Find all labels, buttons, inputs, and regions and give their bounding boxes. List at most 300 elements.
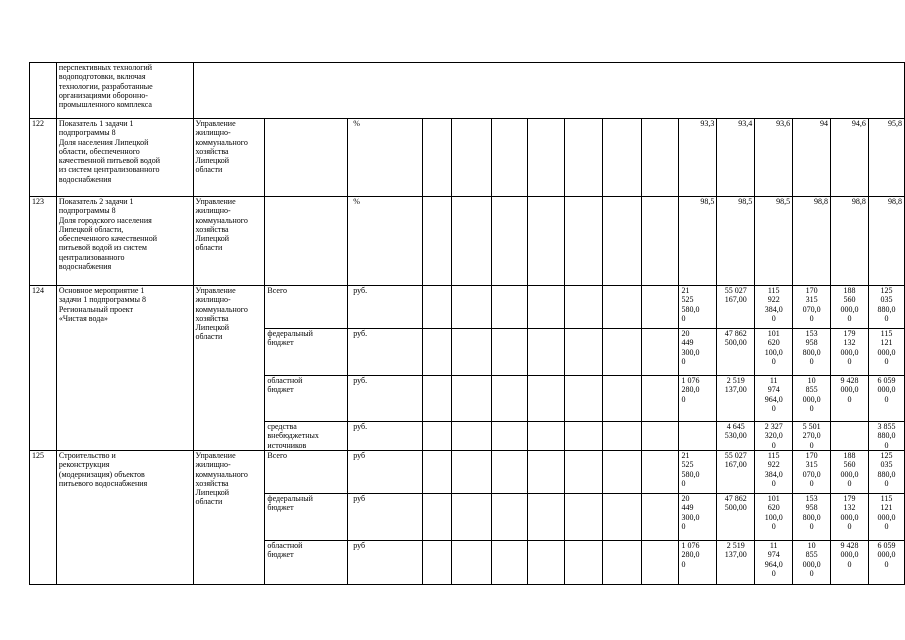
text-line: 137,00	[724, 550, 747, 560]
text-line: коммунального	[195, 137, 248, 147]
text-line: Строительство и	[58, 451, 116, 460]
value-cell: 93,6	[755, 119, 793, 197]
text-line: 000,0	[840, 550, 859, 560]
text-line: 620	[767, 503, 780, 513]
empty-cell	[491, 422, 528, 451]
text-line: 320,0	[764, 431, 783, 441]
text-line: 55 027	[724, 286, 747, 295]
source-cell	[265, 541, 348, 585]
empty-cell	[491, 197, 528, 286]
empty-cell	[641, 119, 679, 197]
value-cell	[717, 422, 755, 451]
text-line: 125	[880, 286, 893, 295]
text-line: коммунального	[195, 215, 248, 225]
empty-cell	[641, 494, 679, 541]
value-cell	[679, 422, 717, 451]
text-line: 0	[809, 478, 814, 488]
text-line: 964,0	[764, 559, 783, 569]
text-line: 9 428	[840, 376, 859, 385]
text-line: 560	[843, 295, 856, 305]
empty-cell	[491, 451, 528, 494]
text-line: 11	[769, 376, 778, 385]
text-line: 280,0	[681, 550, 700, 560]
empty-cell	[422, 494, 451, 541]
value-cell	[793, 376, 831, 422]
text-line: областной	[267, 376, 303, 385]
empty-cell	[565, 451, 603, 494]
text-line: задачи 1 подпрограммы 8	[58, 295, 146, 305]
value-cell	[755, 451, 793, 494]
empty-cell	[422, 119, 451, 197]
text-line: 0	[771, 478, 776, 488]
empty-cell	[491, 329, 528, 376]
value-cell	[793, 286, 831, 329]
text-line: 132	[843, 338, 856, 348]
empty-cell	[565, 197, 603, 286]
text-line: 0	[884, 394, 889, 404]
value-cell: 93,3	[679, 119, 717, 197]
source-cell	[265, 451, 348, 494]
text-line: 0	[809, 521, 814, 531]
text-line: 0	[681, 313, 686, 323]
empty-cell	[528, 376, 565, 422]
text-line: Показатель 2 задачи 1	[58, 197, 134, 206]
value-cell	[868, 541, 904, 585]
empty-cell	[422, 329, 451, 376]
table-row	[30, 197, 905, 286]
text-line: 0	[847, 394, 852, 404]
name-text	[59, 63, 191, 109]
empty-cell	[528, 197, 565, 286]
text-line: 035	[880, 460, 893, 470]
text-line: 170	[805, 451, 818, 460]
value-cell	[868, 286, 904, 329]
text-line: области	[195, 165, 223, 175]
table-body	[30, 63, 905, 585]
value-cell: 98,8	[793, 197, 831, 286]
text-line: Липецкой	[195, 488, 230, 498]
text-line: 115	[767, 286, 780, 295]
table-row	[30, 286, 905, 329]
table-row	[30, 451, 905, 494]
text-line: 115	[880, 494, 893, 503]
text-line: перспективных технологий	[58, 63, 153, 72]
text-line: 000,0	[802, 559, 821, 569]
value-cell	[831, 451, 869, 494]
text-line: 55 027	[724, 451, 747, 460]
text-line: Управление	[195, 197, 236, 206]
executor-cell	[193, 119, 265, 197]
text-line: 525	[681, 295, 694, 305]
text-line: 525	[681, 460, 694, 470]
text-line: области	[195, 243, 223, 253]
value-cell	[793, 329, 831, 376]
empty-cell	[528, 329, 565, 376]
text-line: 880,0	[877, 469, 896, 479]
value-cell	[793, 422, 831, 451]
text-line: 280,0	[681, 385, 700, 395]
unit-cell: %	[348, 119, 423, 197]
text-line: Управление	[195, 119, 236, 128]
text-line: 000,0	[840, 347, 859, 357]
source-cell	[265, 197, 348, 286]
name-cell	[56, 119, 193, 197]
text-line: 000,0	[840, 304, 859, 314]
text-line: области	[195, 497, 223, 507]
source-cell	[265, 422, 348, 451]
name-cell	[56, 286, 193, 451]
source-cell	[265, 119, 348, 197]
text-line: 10	[807, 541, 816, 550]
text-line: 000,0	[877, 347, 896, 357]
empty-cell	[422, 422, 451, 451]
text-line: внебюджетных	[267, 431, 319, 441]
empty-cell	[528, 286, 565, 329]
text-line: 0	[884, 559, 889, 569]
text-line: 0	[771, 521, 776, 531]
empty-cell	[528, 494, 565, 541]
text-line: централизованного	[58, 252, 125, 262]
name-cell	[56, 451, 193, 585]
text-line: 1 076	[681, 376, 700, 385]
text-line: 0	[809, 403, 814, 413]
text-line: 449	[681, 503, 694, 513]
text-line: Липецкой	[195, 323, 230, 333]
text-line: 137,00	[724, 385, 747, 395]
text-line: коммунального	[195, 469, 248, 479]
name-cell	[56, 197, 193, 286]
name-cell	[56, 63, 193, 119]
text-line: 20	[681, 494, 690, 503]
text-line: 384,0	[764, 469, 783, 479]
row-number-cell	[30, 63, 57, 119]
value-cell	[831, 286, 869, 329]
text-line: 0	[809, 313, 814, 323]
empty-cell	[602, 119, 641, 197]
value-cell: 98,8	[868, 197, 904, 286]
text-line: федеральный	[267, 329, 313, 338]
text-line: 0	[884, 440, 889, 450]
text-line: бюджет	[267, 550, 294, 560]
text-line: 974	[767, 550, 780, 560]
text-line: 170	[805, 286, 818, 295]
value-cell	[717, 376, 755, 422]
text-line: 0	[771, 568, 776, 578]
value-cell	[868, 376, 904, 422]
text-line: 800,0	[802, 512, 821, 522]
text-line: 0	[847, 478, 852, 488]
text-line: 000,0	[840, 512, 859, 522]
text-line: 384,0	[764, 304, 783, 314]
text-line: 121	[880, 338, 893, 348]
empty-cell	[641, 451, 679, 494]
text-line: 270,0	[802, 431, 821, 441]
empty-cell	[602, 494, 641, 541]
text-line: 121	[880, 503, 893, 513]
text-line: питьевого водоснабжения	[58, 478, 148, 488]
text-line: источников	[267, 440, 307, 450]
text-line: 0	[681, 521, 686, 531]
empty-cell	[491, 494, 528, 541]
text-line: качественной питьевой водой	[58, 156, 160, 166]
text-line: хозяйства	[195, 146, 229, 156]
text-line: 0	[809, 356, 814, 366]
text-line: реконструкция	[58, 460, 110, 470]
row-number-cell: 122	[30, 119, 57, 197]
unit-cell: руб	[348, 451, 423, 494]
empty-cell	[565, 541, 603, 585]
text-line: 958	[805, 503, 818, 513]
row-number-cell: 123	[30, 197, 57, 286]
source-cell	[265, 286, 348, 329]
text-line: 000,0	[877, 385, 896, 395]
text-line: водоснабжения	[58, 262, 112, 272]
empty-cell	[602, 376, 641, 422]
text-line: 855	[805, 550, 818, 560]
text-line: 188	[843, 286, 856, 295]
text-line: Показатель 1 задачи 1	[58, 119, 134, 128]
source-cell	[265, 376, 348, 422]
text-line: 153	[805, 329, 818, 338]
text-line: 000,0	[877, 550, 896, 560]
empty-cell	[641, 376, 679, 422]
text-line: 1 076	[681, 541, 700, 550]
text-line: Липецкой области,	[58, 224, 124, 234]
text-line: 580,0	[681, 304, 700, 314]
value-cell	[793, 494, 831, 541]
text-line: из систем централизованного	[58, 165, 160, 175]
text-line: 179	[843, 494, 856, 503]
text-line: 2 327	[764, 422, 783, 431]
empty-cell	[565, 119, 603, 197]
value-cell	[679, 286, 717, 329]
text-line: 000,0	[877, 512, 896, 522]
text-line: 500,00	[724, 338, 747, 348]
unit-cell: руб	[348, 541, 423, 585]
unit-cell: руб.	[348, 376, 423, 422]
text-line: 922	[767, 295, 780, 305]
text-line: 855	[805, 385, 818, 395]
empty-cell	[602, 286, 641, 329]
text-line: 115	[767, 451, 780, 460]
text-line: Управление	[195, 451, 236, 460]
text-line: жилищно-	[195, 460, 231, 470]
value-cell	[831, 329, 869, 376]
text-line: 315	[805, 460, 818, 470]
value-cell	[679, 541, 717, 585]
text-line: технологии, разработанные	[58, 81, 153, 91]
text-line: 0	[847, 356, 852, 366]
value-cell	[679, 329, 717, 376]
text-line: 167,00	[724, 460, 747, 470]
empty-cell	[565, 286, 603, 329]
empty-cell	[422, 541, 451, 585]
text-line: 000,0	[840, 469, 859, 479]
empty-cell	[641, 197, 679, 286]
row-number-cell: 125	[30, 451, 57, 585]
value-cell	[868, 422, 904, 451]
value-cell: 93,4	[717, 119, 755, 197]
empty-cell	[641, 541, 679, 585]
empty-cell	[451, 286, 491, 329]
text-line: подпрограммы 8	[58, 128, 116, 138]
text-line: 10	[807, 376, 816, 385]
value-cell	[831, 422, 869, 451]
text-line: Липецкой	[195, 156, 230, 166]
text-line: бюджет	[267, 338, 294, 348]
text-line: 0	[809, 568, 814, 578]
unit-cell: руб.	[348, 422, 423, 451]
text-line: 0	[847, 313, 852, 323]
empty-cell	[422, 286, 451, 329]
unit-cell: руб.	[348, 329, 423, 376]
text-line: жилищно-	[195, 128, 231, 138]
text-line: 000,0	[840, 385, 859, 395]
text-line: 800,0	[802, 347, 821, 357]
text-line: бюджет	[267, 503, 294, 513]
text-line: бюджет	[267, 385, 294, 395]
row-number-cell: 124	[30, 286, 57, 451]
text-line: 0	[771, 403, 776, 413]
text-line: 2 519	[726, 376, 745, 385]
text-line: 100,0	[764, 347, 783, 357]
text-line: «Чистая вода»	[58, 313, 108, 323]
value-cell	[755, 286, 793, 329]
text-line: 21	[681, 286, 690, 295]
empty-cell	[422, 376, 451, 422]
text-line: подпрограммы 8	[58, 206, 116, 216]
program-table	[29, 62, 905, 585]
text-line: 47 862	[724, 329, 747, 338]
text-line: 0	[681, 559, 686, 569]
value-cell	[755, 422, 793, 451]
executor-cell	[193, 286, 265, 451]
text-line: Доля городского населения	[58, 215, 152, 225]
empty-cell	[565, 376, 603, 422]
text-line: питьевой водой из систем	[58, 243, 147, 253]
executor-cell	[193, 451, 265, 585]
empty-cell	[422, 197, 451, 286]
empty-cell	[451, 494, 491, 541]
value-cell	[755, 541, 793, 585]
text-line: жилищно-	[195, 295, 231, 305]
text-line: 100,0	[764, 512, 783, 522]
value-cell	[717, 329, 755, 376]
text-line: промышленного комплекса	[58, 100, 152, 110]
text-line: 500,00	[724, 503, 747, 513]
text-line: 4 645	[726, 422, 745, 431]
empty-cell	[451, 451, 491, 494]
value-cell	[793, 541, 831, 585]
empty-cell	[451, 197, 491, 286]
text-line: жилищно-	[195, 206, 231, 216]
text-line: 974	[767, 385, 780, 395]
unit-cell: %	[348, 197, 423, 286]
text-line: 0	[681, 356, 686, 366]
empty-cell	[528, 422, 565, 451]
empty-cell	[451, 541, 491, 585]
text-line: Управление	[195, 286, 236, 295]
value-cell	[868, 494, 904, 541]
empty-cell	[491, 286, 528, 329]
text-line: 958	[805, 338, 818, 348]
value-cell	[755, 329, 793, 376]
text-line: 6 059	[877, 376, 896, 385]
text-line: областной	[267, 541, 303, 550]
text-line: 0	[681, 478, 686, 488]
source-cell	[265, 494, 348, 541]
text-line: 179	[843, 329, 856, 338]
text-line: 0	[681, 394, 686, 404]
text-line: водоснабжения	[58, 174, 112, 184]
text-line: Всего	[267, 286, 288, 295]
value-cell	[831, 494, 869, 541]
value-cell: 94,6	[831, 119, 869, 197]
text-line: 6 059	[877, 541, 896, 550]
value-cell: 94	[793, 119, 831, 197]
empty-cell	[565, 494, 603, 541]
empty-cell	[602, 541, 641, 585]
empty-cell	[602, 451, 641, 494]
value-cell	[831, 541, 869, 585]
text-line: 964,0	[764, 394, 783, 404]
text-line: 070,0	[802, 469, 821, 479]
text-line: Региональный проект	[58, 304, 134, 314]
empty-cell	[641, 422, 679, 451]
value-cell	[793, 451, 831, 494]
unit-cell: руб	[348, 494, 423, 541]
text-line: 300,0	[681, 347, 700, 357]
value-cell	[868, 451, 904, 494]
text-line: федеральный	[267, 494, 313, 503]
empty-cell	[641, 329, 679, 376]
text-line: 530,00	[724, 431, 747, 441]
text-line: 922	[767, 460, 780, 470]
value-cell: 98,8	[831, 197, 869, 286]
empty-cell	[602, 422, 641, 451]
text-line: 0	[847, 521, 852, 531]
text-line: 580,0	[681, 469, 700, 479]
empty-cell	[451, 329, 491, 376]
empty-cell	[528, 451, 565, 494]
text-line: 132	[843, 503, 856, 513]
text-line: 0	[771, 356, 776, 366]
text-line: 2 519	[726, 541, 745, 550]
text-line: 9 428	[840, 541, 859, 550]
text-line: 070,0	[802, 304, 821, 314]
empty-cell	[491, 541, 528, 585]
empty-cell	[641, 286, 679, 329]
text-line: 101	[767, 494, 780, 503]
text-line: 101	[767, 329, 780, 338]
text-line: 0	[771, 313, 776, 323]
text-line: (модернизация) объектов	[58, 469, 145, 479]
text-line: 0	[884, 478, 889, 488]
text-line: коммунального	[195, 304, 248, 314]
text-line: Основное мероприятие 1	[58, 286, 145, 295]
text-line: Липецкой	[195, 234, 230, 244]
value-cell	[755, 494, 793, 541]
value-cell: 98,5	[679, 197, 717, 286]
value-cell	[831, 376, 869, 422]
text-line: 47 862	[724, 494, 747, 503]
empty-cell	[565, 422, 603, 451]
text-line: 560	[843, 460, 856, 470]
empty-span-cell	[193, 63, 905, 119]
text-line: 0	[809, 440, 814, 450]
text-line: 000,0	[802, 394, 821, 404]
text-line: 20	[681, 329, 690, 338]
